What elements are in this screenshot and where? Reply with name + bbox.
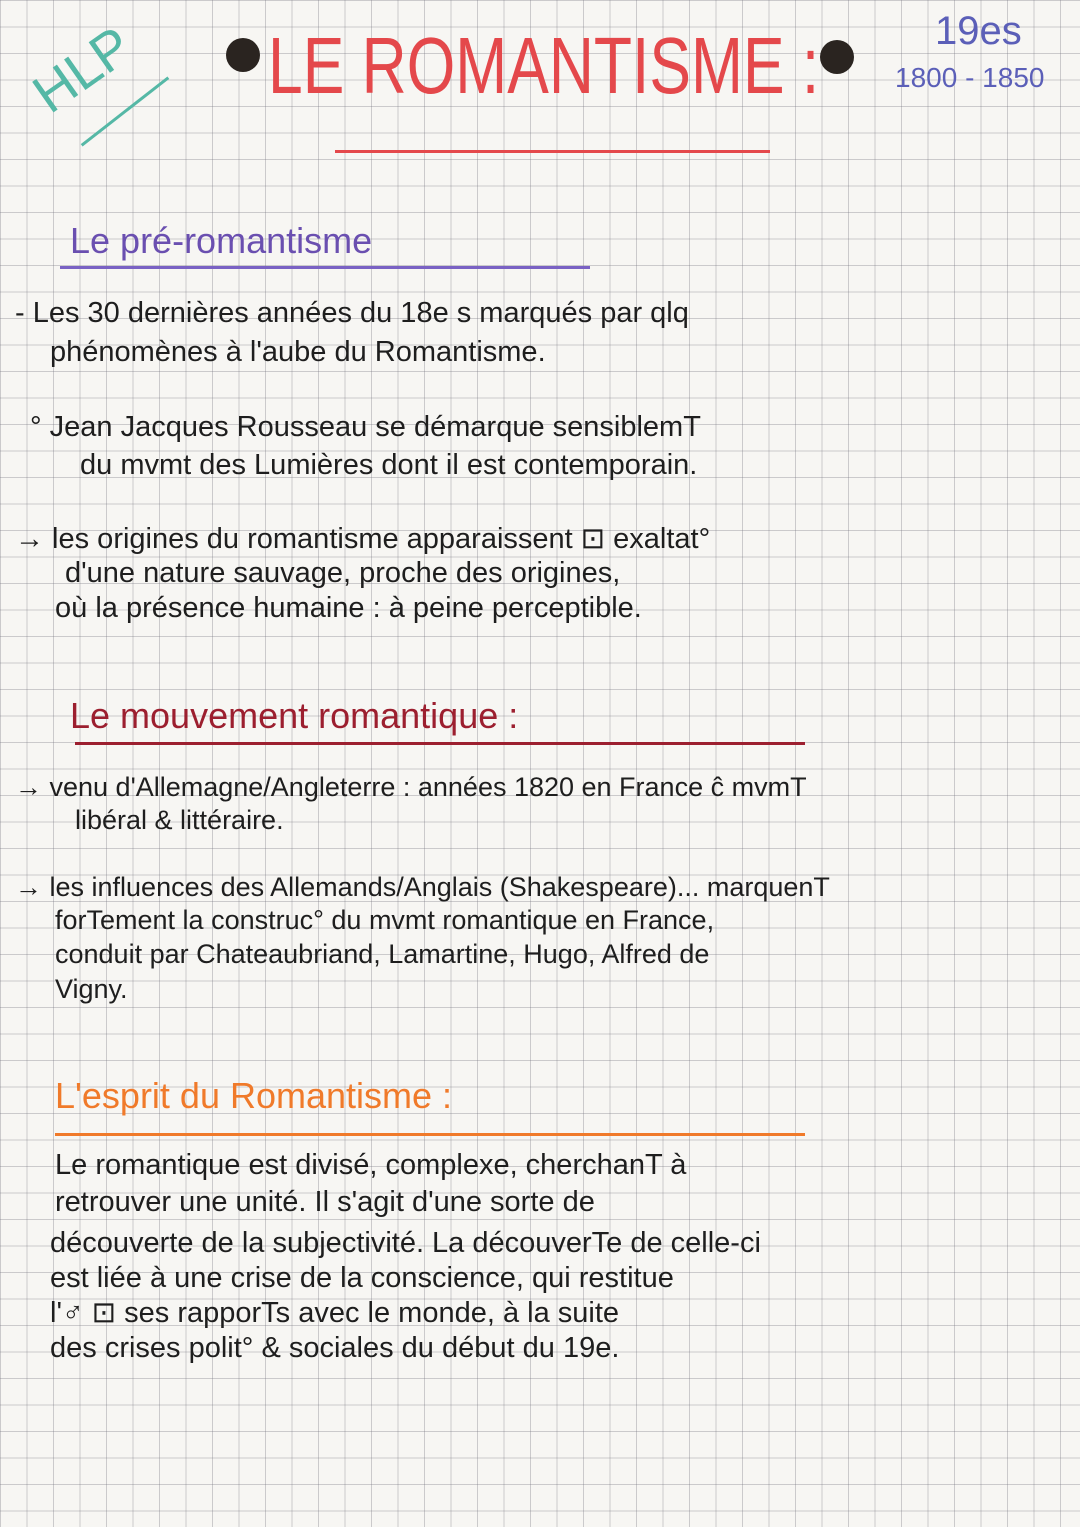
section-heading-esprit-romantisme: L'esprit du Romantisme : [55,1075,453,1116]
note-line: d'une nature sauvage, proche des origines, [65,557,621,589]
note-line: phénomènes à l'aube du Romantisme. [50,336,546,368]
binder-hole-left [226,38,260,72]
note-line: → les origines du romantisme apparaissent ⊡ exaltat° [15,523,711,555]
note-line: découverte de la subjectivité. La découverTe de celle-ci [50,1227,761,1259]
note-line: ° Jean Jacques Rousseau se démarque sensiblemT [30,411,701,443]
heading-underline [55,1133,805,1136]
subject-tag: HLP [22,15,143,125]
note-line: Le romantique est divisé, complexe, cherchanT à [55,1149,687,1181]
note-line: des crises polit° & sociales du début du 19e. [50,1332,620,1364]
note-line: du mvmt des Lumières dont il est contemporain. [80,449,698,481]
section-heading-pre-romantisme: Le pré-romantisme [70,220,373,261]
title-underline [335,150,770,153]
note-line: Vigny. [55,974,128,1004]
note-line: retrouver une unité. Il s'agit d'une sorte de [55,1186,595,1218]
note-line: conduit par Chateaubriand, Lamartine, Hugo, Alfred de [55,939,710,969]
note-line: forTement la construc° du mvmt romantique en France, [55,905,715,935]
note-line: → venu d'Allemagne/Angleterre : années 1820 en France ĉ mvmT [15,772,807,802]
binder-hole-right [820,40,854,74]
note-line: est liée à une crise de la conscience, qui restitue [50,1262,674,1294]
section-heading-mouvement-romantique: Le mouvement romantique : [70,695,519,736]
note-line: où la présence humaine : à peine perceptible. [55,592,642,624]
date-range: 1800 - 1850 [895,62,1045,93]
note-line: libéral & littéraire. [75,805,284,835]
century-label: 19es [935,9,1022,53]
page-title: LE ROMANTISME : [268,21,820,110]
heading-underline [60,266,590,269]
note-line: - Les 30 dernières années du 18e s marqués par qlq [15,297,689,329]
heading-underline [75,742,805,745]
note-line: l'♂ ⊡ ses rapporTs avec le monde, à la suite [50,1297,620,1329]
note-line: → les influences des Allemands/Anglais (Shakespeare)... marquenT [15,872,830,902]
